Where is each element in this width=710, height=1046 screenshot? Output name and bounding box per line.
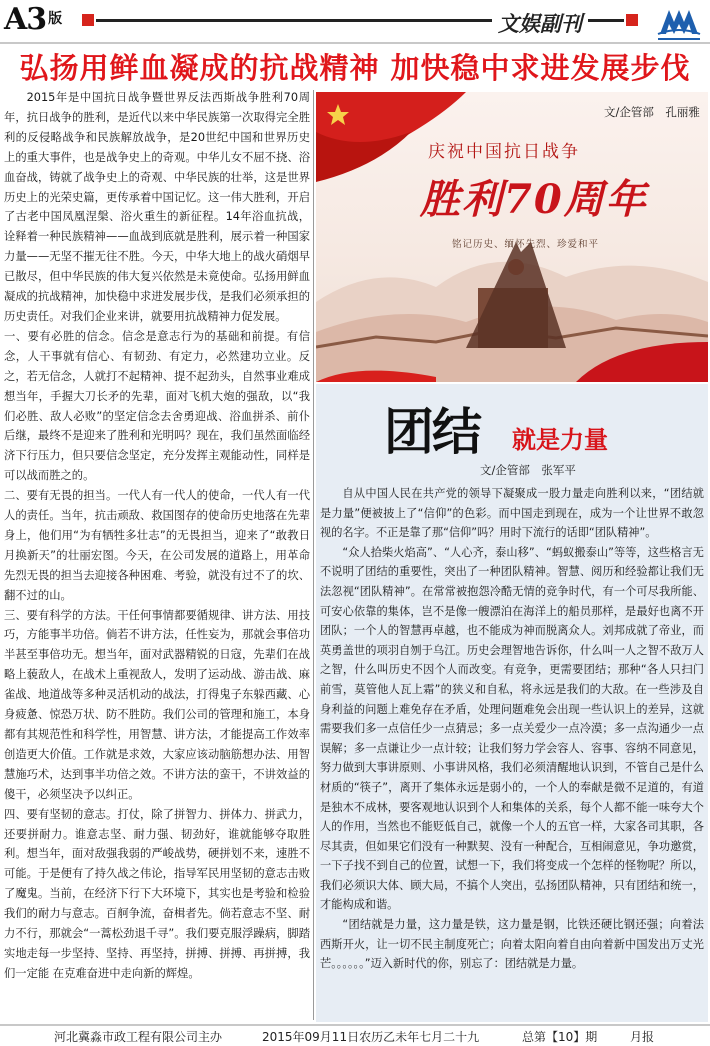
- article2-title-sub: 就是力量: [512, 426, 608, 454]
- footer-frequency: 月报: [630, 1030, 655, 1044]
- publication-name: 文娱副刊: [492, 8, 588, 38]
- page-suffix: 版: [48, 11, 62, 27]
- poster-subtitle: 铭记历史、缅怀先烈、珍爱和平: [452, 239, 600, 250]
- article1-paragraph: 一、要有必胜的信念。信念是意志行为的基础和前提。有信念，人干事就有信心、有韧劲、有定力，必然建功立业。反之，若无信念，人就打不起精神、提不起劲头，自然事业难成想当年，手握大刀长矛的先辈，面对飞机大炮的强敌，以“我们必胜、敌人必败”的坚定信念去舍勇迎战、浴血拼杀、前仆后继，最终不是迎来了胜利和光明吗？现在，我们虽然面临经济下行压力，但只要信念坚定，充分发挥主观能动性，同样是可以战而胜之的。: [4, 329, 310, 483]
- page-number: A3 $^版$: [4, 2, 62, 37]
- poster-big-text: 胜利70周年: [420, 176, 648, 223]
- page-headline: 弘扬用鲜血凝成的抗战精神 加快稳中求进发展步伐: [19, 51, 691, 85]
- article1-paragraph: 二、要有无畏的担当。一代人有一代人的使命，一代人有一代人的责任。当年，抗击顽敌、救国图存的使命历史地落在先辈身上，他们用“为有牺牲多壮志”的无畏担当，迎来了“敢教日月换新天”的壮丽宏图。今天，在公司发展的道路上，用革命先烈无畏的担当去迎接各种困难、考验，就没有过不了的坎、翻不过的山。: [4, 489, 310, 602]
- header-square-left: [82, 14, 94, 26]
- article2-author: 文/企管部 张军平: [480, 463, 576, 477]
- article-unity-is-strength: [320, 484, 704, 974]
- header-square-right: [626, 14, 638, 26]
- header-divider: [0, 42, 710, 44]
- article1-author: 文/企管部 孔丽雅: [604, 105, 700, 119]
- footer-date: 2015年09月11日农历乙未年七月二十九: [262, 1030, 480, 1044]
- footer-sponsor: 河北冀淼市政工程有限公司主办: [54, 1030, 223, 1044]
- article1-paragraph: 四、要有坚韧的意志。打仗，除了拼智力、拼体力、拼武力，还要拼耐力。谁意志坚、耐力强、韧劲好，谁就能够夺取胜利。想当年，面对敌强我弱的严峻战势，硬拼划不来，速胜不可能。于是便有了持久战之伟论，指导军民用坚韧的意志击败了魔鬼。当前，在经济下行下大环境下，其实也是考验和检验我们的耐力与意志。百舸争流，奋楫者先。倘若意志不坚、耐力不行，那就会“一蒿松劲退千寻”。我们要克服浮躁病，脚踏实地走每一步坚持、坚持、再坚持，拼搏、拼搏、再拼搏，我们一定能 在克难奋进中走向新的辉煌。: [4, 807, 310, 980]
- article2-paragraph: “团结就是力量，这力量是铁，这力量是钢，比铁还硬比钢还强；向着法西斯开火，让一切不民主制度死亡；向着太阳向着自由向着新中国发出万丈光芒。。。。。。”迈入新时代的你，别忘了：团结就是力量。: [320, 918, 704, 971]
- article2-paragraph: 自从中国人民在共产党的领导下凝聚成一股力量走向胜利以来，“团结就是力量”便被披上了“信仰”的色彩。而中国走到现在，成为一个让世界不敢忽视的名字。不正是靠了那“信仰”吗？用时下流行的话即“团队精神”。: [320, 487, 704, 540]
- article-anti-war-spirit: [4, 88, 310, 984]
- article2-paragraph: “众人拾柴火焰高”、“人心齐，泰山移”、“蚂蚁搬泰山”等等，这些格言无不说明了团结的重要性，突出了一种团队精神。智慧、阅历和经验都让我们无法忽视“团队精神”。在常常被抱怨冷酷无情的竞争时代，有一个可尽我所能、可安心依靠的集体，岂不是像一艘漂泊在海洋上的船员那样，是最好也离不开团队；一个人的智慧再卓越，也不能成为神而脱离众人。刘邦成就了帝业，而英勇盖世的项羽自刎于乌江。历史会理智地告诉你，什么叫一人之智不敌万人之智，什么叫历史不因个人而改变。有竞争，更需要团结；那种“各人只扫门前雪，莫管他人瓦上霜”的狭义和自私，将永远是我们的大敌。在一些涉及自身利益的问题上难免存在矛盾，处理问题难免会出现一些认识上的差异，这就需要我们多一点信任少一点猜忌；多一点关爱少一点冷漠；多一点沟通少一点误解；多一点谦让少一点计较；让我们努力学会容人、容事、容纳不同意见，努力做到大事讲原则、小事讲风格，我们必须清醒地认识到，不管自己是什么材质的“筷子”，离开了集体永远是弱小的，一个人的奉献是微不足道的，有道是独木不成林，要客观地认识到个人和集体的关系，每个人都不能一味夸大个人的作用，当然也不能贬低自己，就像一个人的五官一样，大家各司其职，各尽其责，但如果它们没有一种默契、没有一种配合，互相闹意见，争功邀赏，一下子找不到自己的位置，试想一下，我们将变成一个怎样的怪物呢？所以，我们必须识大体、顾大局，不搞个人突出，弘扬团队精神，只有团结和统一，才能构成和谐。: [320, 545, 704, 912]
- footer-issue: 总第【10】期: [522, 1030, 598, 1044]
- poster-title: 庆祝中国抗日战争: [428, 142, 580, 162]
- article1-paragraph: 2015年是中国抗日战争暨世界反法西斯战争胜利70周年，抗日战争的胜利，是近代以来中华民族第一次取得完全胜利的反侵略战争和民族解放战争，是20世纪中国和世界历史上的重大事件，也是战争史上的奇观。中华儿女不屈不挠、浴血奋战，铸就了战争史上的奇观、中华民族的壮举，这是世界历史上的光荣史篇，更传承着中国记忆。这一伟大胜利，开启了古老中国凤凰涅槃、浴火重生的新征程。14年浴血抗战，诠释着一种民族精神——血战到底就是胜利，展示着一种国家力量——无坚不摧无往不胜。今天，中华大地上的战火硝烟早已散尽，但中华民族的伟大复兴依然是未竟使命。弘扬用鲜血凝成的抗战精神，加快稳中求进发展步伐，是我们必须承担的历史责任。对我们企业来讲，就要用抗战精神力促发展。: [4, 91, 310, 323]
- company-logo-icon: [652, 4, 706, 44]
- article1-paragraph: 三、要有科学的方法。干任何事情都要循规律、讲方法、用技巧，方能事半功倍。倘若不讲方法，任性妄为，那就会事倍功半甚至事倍功无。想当年，面对武器精锐的日寇，先辈们在战略上藐敌人，在战术上重视敌人，发明了运动战、游击战、麻雀战、地道战等多种灵活机动的战法，打得鬼子东躲西藏、心身疲惫、惊恐万状、防不胜防。我们公司的管理和施工，本身都有其规范性和科学性，用智慧、讲方法，才能提高工作效率创造更大价值。工作就是求效，大家应该动脑筋想办法、用智慧施巧术，达到事半功倍之效。不讲方法的蛮干，不讲效益的傻干，必须坚决予以纠正。: [4, 608, 310, 801]
- column-divider: [313, 90, 314, 1020]
- footer-divider: [0, 1024, 710, 1026]
- article2-title-main: 团结: [384, 402, 480, 461]
